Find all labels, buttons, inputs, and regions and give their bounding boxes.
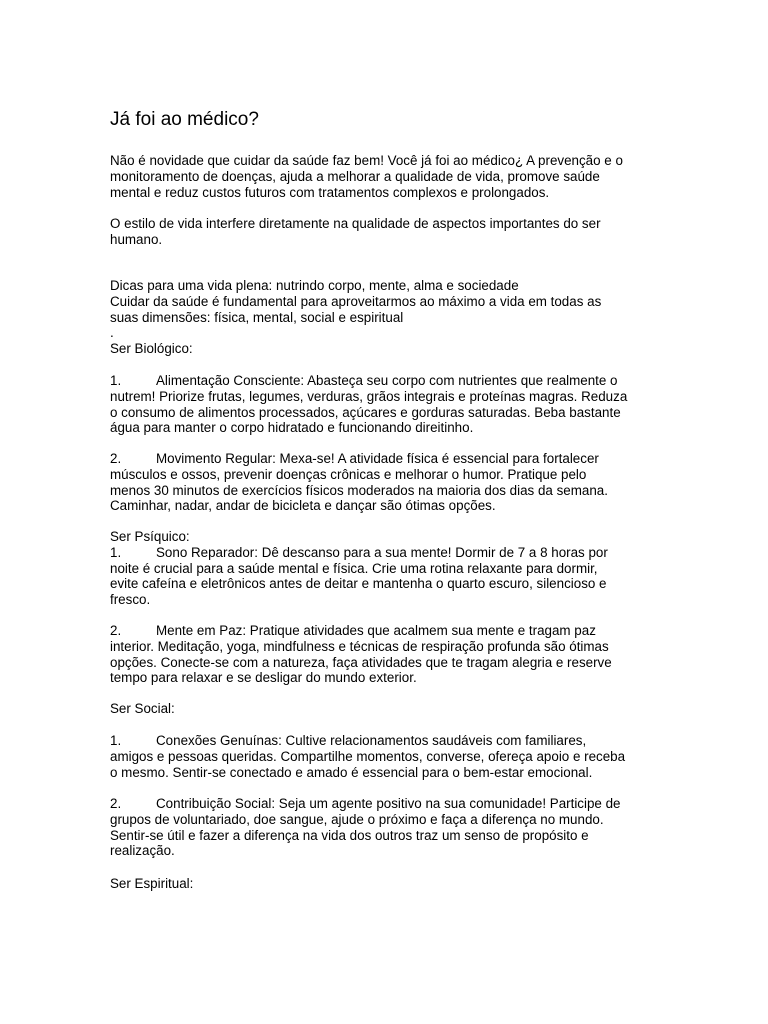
text-line: interior. Meditação, yoga, mindfulness e técnicas de respiração profunda são ótimas xyxy=(110,638,609,654)
text-line: menos 30 minutos de exercícios físicos moderados na maioria dos dias da semana. xyxy=(110,482,608,498)
text-line: monitoramento de doenças, ajuda a melhorar a qualidade de vida, promove saúde xyxy=(110,168,600,184)
psy-item-2 xyxy=(110,623,612,686)
bio-item-1 xyxy=(110,373,627,436)
text-line: grupos de voluntariado, doe sangue, ajude o próximo e faça a diferença no mundo. xyxy=(110,811,604,827)
text-line: evite cafeína e eletrônicos antes de deitar e mantenha o quarto escuro, silencioso e xyxy=(110,576,607,592)
dot-line: . xyxy=(110,325,114,341)
section-heading-social: Ser Social: xyxy=(110,701,175,716)
bio-item-2 xyxy=(110,451,608,514)
text-line: Contribuição Social: Seja um agente positivo na sua comunidade! Participe de xyxy=(156,796,621,811)
text-line: humano. xyxy=(110,231,163,247)
text-line: Cuidar da saúde é fundamental para aproveitarmos ao máximo a vida em todas as xyxy=(110,293,602,309)
text-line: tempo para relaxar e se desligar do mundo exterior. xyxy=(110,670,417,686)
document-title: Já foi ao médico? xyxy=(110,109,259,130)
text-line: Caminhar, nadar, andar de bicicleta e dançar são ótimas opções. xyxy=(110,498,496,514)
list-number: 2. xyxy=(110,796,122,811)
text-line: realização. xyxy=(110,843,175,859)
tips-heading: Dicas para uma vida plena: nutrindo corpo, mente, alma e sociedade xyxy=(110,278,519,293)
text-line: suas dimensões: física, mental, social e espiritual xyxy=(110,309,404,325)
lifestyle-paragraph xyxy=(110,216,601,248)
text-line: Movimento Regular: Mexa-se! A atividade física é essencial para fortalecer xyxy=(156,451,599,466)
text-line: amigos e pessoas queridas. Compartilhe momentos, converse, ofereça apoio e receba xyxy=(110,748,626,764)
text-line: Conexões Genuínas: Cultive relacionamentos saudáveis com familiares, xyxy=(156,733,587,748)
social-item-2 xyxy=(110,796,621,859)
section-heading-spiritual: Ser Espiritual: xyxy=(110,876,194,891)
text-line: O estilo de vida interfere diretamente na qualidade de aspectos importantes do ser xyxy=(110,216,601,231)
psy-section xyxy=(110,529,608,608)
text-line: Não é novidade que cuidar da saúde faz bem! Você já foi ao médico¿ A prevenção e o xyxy=(110,153,623,168)
text-line: Alimentação Consciente: Abasteça seu corpo com nutrientes que realmente o xyxy=(156,373,618,388)
text-line: nutrem! Priorize frutas, legumes, verduras, grãos integrais e proteínas magras. Reduza xyxy=(110,388,628,404)
text-line: opções. Conecte-se com a natureza, faça atividades que te tragam alegria e reserve xyxy=(110,654,612,670)
text-line: o consumo de alimentos processados, açúcares e gorduras saturadas. Beba bastante xyxy=(110,404,621,420)
text-line: mental e reduz custos futuros com tratamentos complexos e prolongados. xyxy=(110,184,550,200)
section-heading-bio: Ser Biológico: xyxy=(110,341,193,357)
text-line: músculos e ossos, prevenir doenças crônicas e melhorar o humor. Pratique pelo xyxy=(110,466,587,482)
tips-paragraph xyxy=(110,278,601,357)
section-heading-psy: Ser Psíquico: xyxy=(110,529,190,544)
social-item-1 xyxy=(110,733,625,780)
list-number: 1. xyxy=(110,733,122,748)
text-line: fresco. xyxy=(110,592,151,608)
text-line: o mesmo. Sentir-se conectado e amado é essencial para o bem-estar emocional. xyxy=(110,764,593,780)
intro-paragraph xyxy=(110,153,623,200)
text-line: Mente em Paz: Pratique atividades que acalmem sua mente e tragam paz xyxy=(156,623,596,638)
list-number: 1. xyxy=(110,544,122,560)
list-number: 1. xyxy=(110,373,122,388)
text-line: água para manter o corpo hidratado e funcionando direitinho. xyxy=(110,420,474,436)
text-line: Sentir-se útil e fazer a diferença na vida dos outros traz um senso de propósito e xyxy=(110,827,589,843)
text-line: Sono Reparador: Dê descanso para a sua mente! Dormir de 7 a 8 horas por xyxy=(156,544,608,560)
text-line: noite é crucial para a saúde mental e física. Crie uma rotina relaxante para dormir, xyxy=(110,560,598,576)
list-number: 2. xyxy=(110,451,122,466)
list-number: 2. xyxy=(110,623,122,638)
